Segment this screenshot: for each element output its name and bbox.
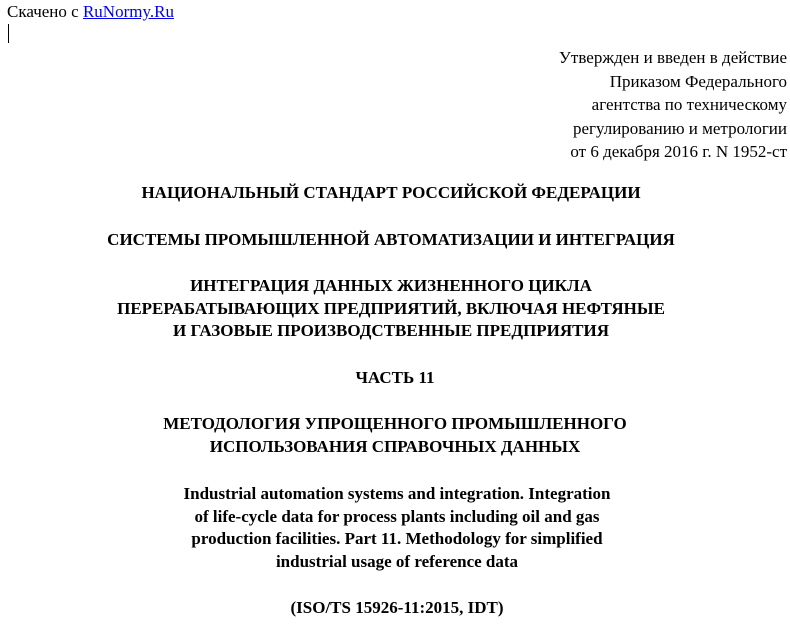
approval-block	[367, 46, 787, 164]
english-title-line: industrial usage of reference data	[275, 552, 519, 572]
english-title-line: production facilities. Part 11. Methodology for simplified	[191, 529, 603, 549]
methodology-heading-line: ИСПОЛЬЗОВАНИЯ СПРАВОЧНЫХ ДАННЫХ	[209, 436, 581, 456]
standard-heading-line: НАЦИОНАЛЬНЫЙ СТАНДАРТ РОССИЙСКОЙ ФЕДЕРАЦИИ	[141, 183, 641, 202]
systems-heading-line: СИСТЕМЫ ПРОМЫШЛЕННОЙ АВТОМАТИЗАЦИИ И ИНТЕГРАЦИЯ	[107, 230, 675, 249]
source-prefix: Скачено с	[7, 2, 83, 21]
integration-heading-line: И ГАЗОВЫЕ ПРОИЗВОДСТВЕННЫЕ ПРЕДПРИЯТИЯ	[172, 321, 610, 340]
integration-heading	[0, 275, 786, 343]
source-link[interactable]: RuNormy.Ru	[82, 2, 174, 21]
integration-heading-line: ИНТЕГРАЦИЯ ДАННЫХ ЖИЗНЕННОГО ЦИКЛА	[190, 276, 592, 295]
text-cursor	[8, 24, 9, 43]
standard-heading	[0, 182, 786, 205]
source-line	[7, 2, 174, 22]
approval-line: регулированию и метрологии	[572, 118, 787, 138]
approval-line: агентства по техническому	[591, 95, 787, 114]
approval-line: Приказом Федерального	[609, 71, 787, 91]
methodology-heading	[0, 413, 790, 458]
approval-line: Утвержден и введен в действие	[558, 48, 787, 67]
english-title-line: of life-cycle data for process plants including oil and gas	[194, 506, 600, 526]
part-heading-line: ЧАСТЬ 11	[355, 368, 435, 387]
english-title	[2, 483, 790, 574]
approval-line: от 6 декабря 2016 г. N 1952-ст	[570, 142, 787, 161]
systems-heading	[0, 229, 786, 252]
integration-heading-line: ПЕРЕРАБАТЫВАЮЩИХ ПРЕДПРИЯТИЙ, ВКЛЮЧАЯ НЕФТЯНЫЕ	[117, 298, 665, 318]
methodology-heading-line: МЕТОДОЛОГИЯ УПРОЩЕННОГО ПРОМЫШЛЕННОГО	[163, 414, 627, 433]
iso-reference	[2, 597, 790, 620]
part-heading	[0, 367, 790, 390]
iso-reference-line: (ISO/TS 15926-11:2015, IDT)	[290, 598, 504, 617]
english-title-line: Industrial automation systems and integration. Integration	[183, 484, 611, 503]
